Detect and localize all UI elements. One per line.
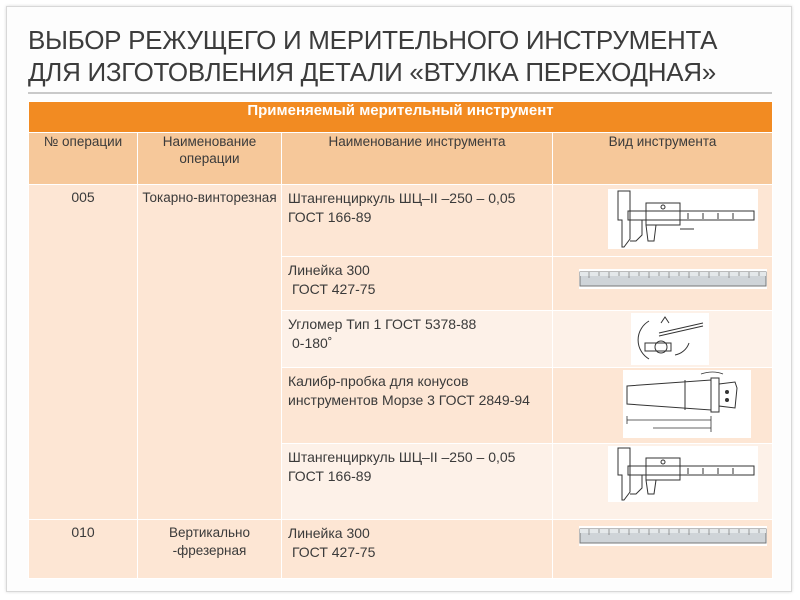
table-caption: Применяемый мерительный инструмент xyxy=(29,102,773,133)
title-line-2: ДЛЯ ИЗГОТОВЛЕНИЯ ДЕТАЛИ «ВТУЛКА ПЕРЕХОДНАЯ» xyxy=(28,57,716,87)
vernier-caliper-icon xyxy=(608,189,758,249)
header-tool-name: Наименование инструмента xyxy=(282,133,553,185)
op-name-cell: Токарно-винторезная xyxy=(138,185,282,520)
tool-image-cell xyxy=(553,520,773,579)
protractor-icon xyxy=(631,313,709,365)
tool-name-cell: Калибр-пробка для конусов инструментов Морзе 3 ГОСТ 2849-94 xyxy=(282,368,553,444)
tool-name-line: Линейка 300 xyxy=(288,525,370,541)
tool-name-line: ГОСТ 427-75 xyxy=(292,544,376,560)
tool-image-cell xyxy=(553,185,773,257)
title-line-1: ВЫБОР РЕЖУЩЕГО И МЕРИТЕЛЬНОГО ИНСТРУМЕНТА xyxy=(28,25,718,55)
header-op-num: № операции xyxy=(29,133,138,185)
tool-image-cell xyxy=(553,257,773,311)
title-divider xyxy=(28,92,772,94)
slide-title xyxy=(28,24,768,88)
table-caption-row xyxy=(29,102,773,133)
tool-image-cell xyxy=(553,311,773,368)
steel-ruler-icon xyxy=(579,269,767,289)
tool-name-line: Линейка 300 xyxy=(288,262,370,278)
op-number-cell: 005 xyxy=(29,185,138,520)
op-number-cell: 010 xyxy=(29,520,138,579)
tool-image-cell xyxy=(553,368,773,444)
steel-ruler-icon xyxy=(579,526,767,546)
tool-name-line: 0-180˚ xyxy=(292,335,333,351)
table-row xyxy=(29,185,773,257)
tool-name-cell: Штангенциркуль ШЦ–II –250 – 0,05 ГОСТ 166-89 xyxy=(282,444,553,520)
tool-name-line: ГОСТ 427-75 xyxy=(292,281,376,297)
tool-name-cell xyxy=(282,520,553,579)
tool-image-cell xyxy=(553,444,773,520)
vernier-caliper-icon xyxy=(608,446,758,502)
tool-name-cell: Штангенциркуль ШЦ–II –250 – 0,05 ГОСТ 166-89 xyxy=(282,185,553,257)
op-name-cell: Вертикально -фрезерная xyxy=(138,520,282,579)
table-header-row xyxy=(29,133,773,185)
measuring-tools-table xyxy=(28,101,773,579)
header-tool-view: Вид инструмента xyxy=(553,133,773,185)
tool-name-cell xyxy=(282,311,553,368)
tool-name-line: Угломер Тип 1 ГОСТ 5378-88 xyxy=(288,316,477,332)
header-op-name: Наименование операции xyxy=(138,133,282,185)
tool-name-cell xyxy=(282,257,553,311)
plug-gauge-icon xyxy=(623,370,751,438)
table-row xyxy=(29,520,773,579)
